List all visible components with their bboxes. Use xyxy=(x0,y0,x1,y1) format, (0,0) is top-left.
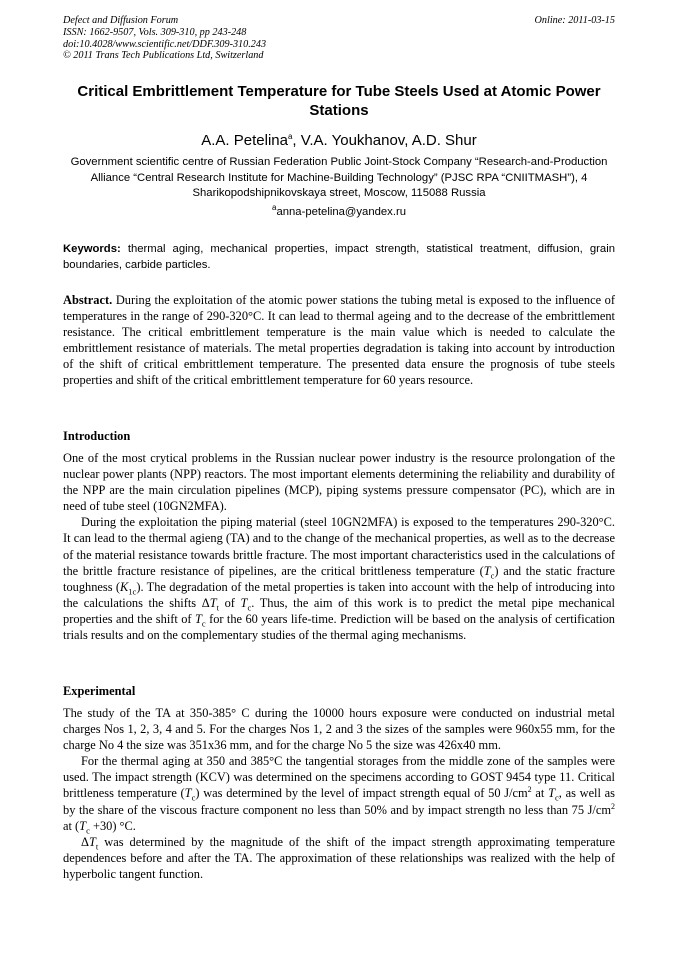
symbol-K: K xyxy=(120,579,129,594)
intro-paragraph-2 xyxy=(63,514,615,643)
paper-title: Critical Embrittlement Temperature for Tube Steels Used at Atomic Power Stations xyxy=(77,83,601,119)
subscript: c xyxy=(247,602,252,613)
text-run: at xyxy=(531,786,549,801)
keywords-text: thermal aging, mechanical properties, impact strength, statistical treatment, diffusion, grain boundaries, carbide particles. xyxy=(63,243,615,271)
text-run: at ( xyxy=(63,818,80,833)
journal-copyright: © 2011 Trans Tech Publications Ltd, Switzerland xyxy=(63,50,264,62)
exp-paragraph-1: The study of the TA at 350-385° C during the 10000 hours exposure were conducted on industrial metal charges Nos 1, 2, 3, 4 and 5. For the charges Nos 1, 2 and 3 the sizes of the samples were 960x55 mm, for the charge No 4 the size was 351x36 mm, and for the charge No 5 the size was 426x40 mm. xyxy=(63,706,615,753)
introduction-body xyxy=(63,450,615,643)
keywords xyxy=(63,241,615,273)
email-address[interactable]: anna-petelina@yandex.ru xyxy=(276,206,406,218)
journal-doi: doi:10.4028/www.scientific.net/DDF.309-310.243 xyxy=(63,38,267,50)
text-run: , as well as by the share of the viscous fracture component no less than 50% and by impact strength no less than 75 J/cm xyxy=(63,786,615,817)
online-date: Online: 2011-03-15 xyxy=(534,15,615,26)
symbol-T: T xyxy=(194,611,202,626)
text-run: During the exploitation the piping material (steel 10GN2MFA) is exposed to the temperatures 290-320°C. It can lead to the thermal agieng (TA) and to the change of the mechanical properties, as well as to the decrease of the material resistance towards brittle fracture. The most important characteristics used in the calculations of the brittle fracture resistance of pipelines, are the critical brittleness temperature ( xyxy=(63,515,615,578)
subscript: 1c xyxy=(128,586,137,597)
journal-header xyxy=(63,15,615,62)
text-run: ). The degradation of the metal properties is taken into account with the help of introducing into the calculations the shifts Δ xyxy=(63,579,615,610)
subscript: c xyxy=(191,792,196,803)
text-run: +30) °C. xyxy=(89,818,136,833)
text-run: of xyxy=(218,595,241,610)
author-1: A.A. Petelina xyxy=(201,132,288,149)
other-authors: , V.A. Youkhanov, A.D. Shur xyxy=(292,132,477,149)
symbol-T: T xyxy=(79,818,87,833)
symbol-T: T xyxy=(209,595,217,610)
symbol-T: T xyxy=(88,834,96,849)
keywords-label: Keywords: xyxy=(63,243,121,255)
superscript: 2 xyxy=(527,785,532,795)
text-run: . Thus, the aim of this work is to predict the metal pipe mechanical properties and the shift of xyxy=(63,595,615,626)
affiliation: Government scientific centre of Russian Federation Public Joint-Stock Company “Research-and-Production Alliance “Central Research Institute for Machine-Building Technology” (PJSC RPA “CNIITMASH”), 4 Sharikopodshipnikovskaya street, Moscow, 115088 Russia xyxy=(70,156,608,200)
experimental-body xyxy=(63,705,615,882)
subscript: c xyxy=(86,825,90,836)
journal-name: Defect and Diffusion Forum xyxy=(63,15,179,26)
abstract-text: During the exploitation of the atomic power stations the tubing metal is exposed to the influence of temperatures in the range of 290-320°C. It can lead to thermal ageing and to the decrease of the embrittlement resistance. The critical embrittlement temperature is the main value which is needed to calculate the embrittlement resistance of materials. The metal properties degradation is taking into account by introduction of the shift of critical embrittlement temperature. The presented data ensure the prognosis of tube steels properties and shift of the critical embrittlement temperature for 60 years resource. xyxy=(63,293,615,388)
superscript: 2 xyxy=(611,801,615,811)
journal-issn: ISSN: 1662-9507, Vols. 309-310, pp 243-248 xyxy=(63,26,247,38)
email-affil-mark: a xyxy=(272,203,277,213)
abstract-label: Abstract. xyxy=(63,293,113,307)
subscript: c xyxy=(201,618,206,629)
text-run: ) was determined by the level of impact strength equal of 50 J/cm xyxy=(195,786,528,801)
author-1-affil-mark: a xyxy=(287,132,293,141)
symbol-T: T xyxy=(483,563,491,578)
exp-paragraph-3 xyxy=(63,834,615,882)
subscript: t xyxy=(216,602,219,613)
author-list xyxy=(63,131,615,150)
abstract xyxy=(63,292,615,389)
symbol-T: T xyxy=(240,595,248,610)
subscript: c xyxy=(490,570,495,581)
text-run: for the 60 years life-time. Prediction will be based on the analysis of certification trials results and on the complementary studies of the thermal aging mechanisms. xyxy=(63,611,615,643)
exp-paragraph-2 xyxy=(63,753,615,836)
text-run: For the thermal aging at 350 and 385°C the tangential storages from the middle zone of the samples were used. The impact strength (KCV) was determined on the specimens according to GOST 9454 type 11. Critical brittleness temperature ( xyxy=(63,754,615,801)
introduction-heading: Introduction xyxy=(63,429,131,443)
text-run: ) and the static fracture toughness ( xyxy=(63,563,615,594)
intro-paragraph-1: One of the most crytical problems in the Russian nuclear power industry is the resource prolongation of the nuclear power plants (NPP) reactors. The most important elements determining the reliability and durability of the NPP are the main circulation pipelines (MCP), piping systems pressure compensator (PC), which are in need of tube steel (10GN2MFA). xyxy=(63,451,615,514)
subscript: c xyxy=(554,792,559,803)
subscript: t xyxy=(95,841,99,852)
experimental-heading: Experimental xyxy=(63,684,136,698)
symbol-T: T xyxy=(548,786,555,801)
text-run: was determined by the magnitude of the shift of the impact strength approximating temperature dependences before and after the TA. The approximation of these relationships was realized with the help of hyperbolic tangent function. xyxy=(63,834,615,881)
symbol-T: T xyxy=(184,786,192,801)
delta-symbol: Δ xyxy=(81,834,89,849)
contact-email xyxy=(63,205,615,220)
